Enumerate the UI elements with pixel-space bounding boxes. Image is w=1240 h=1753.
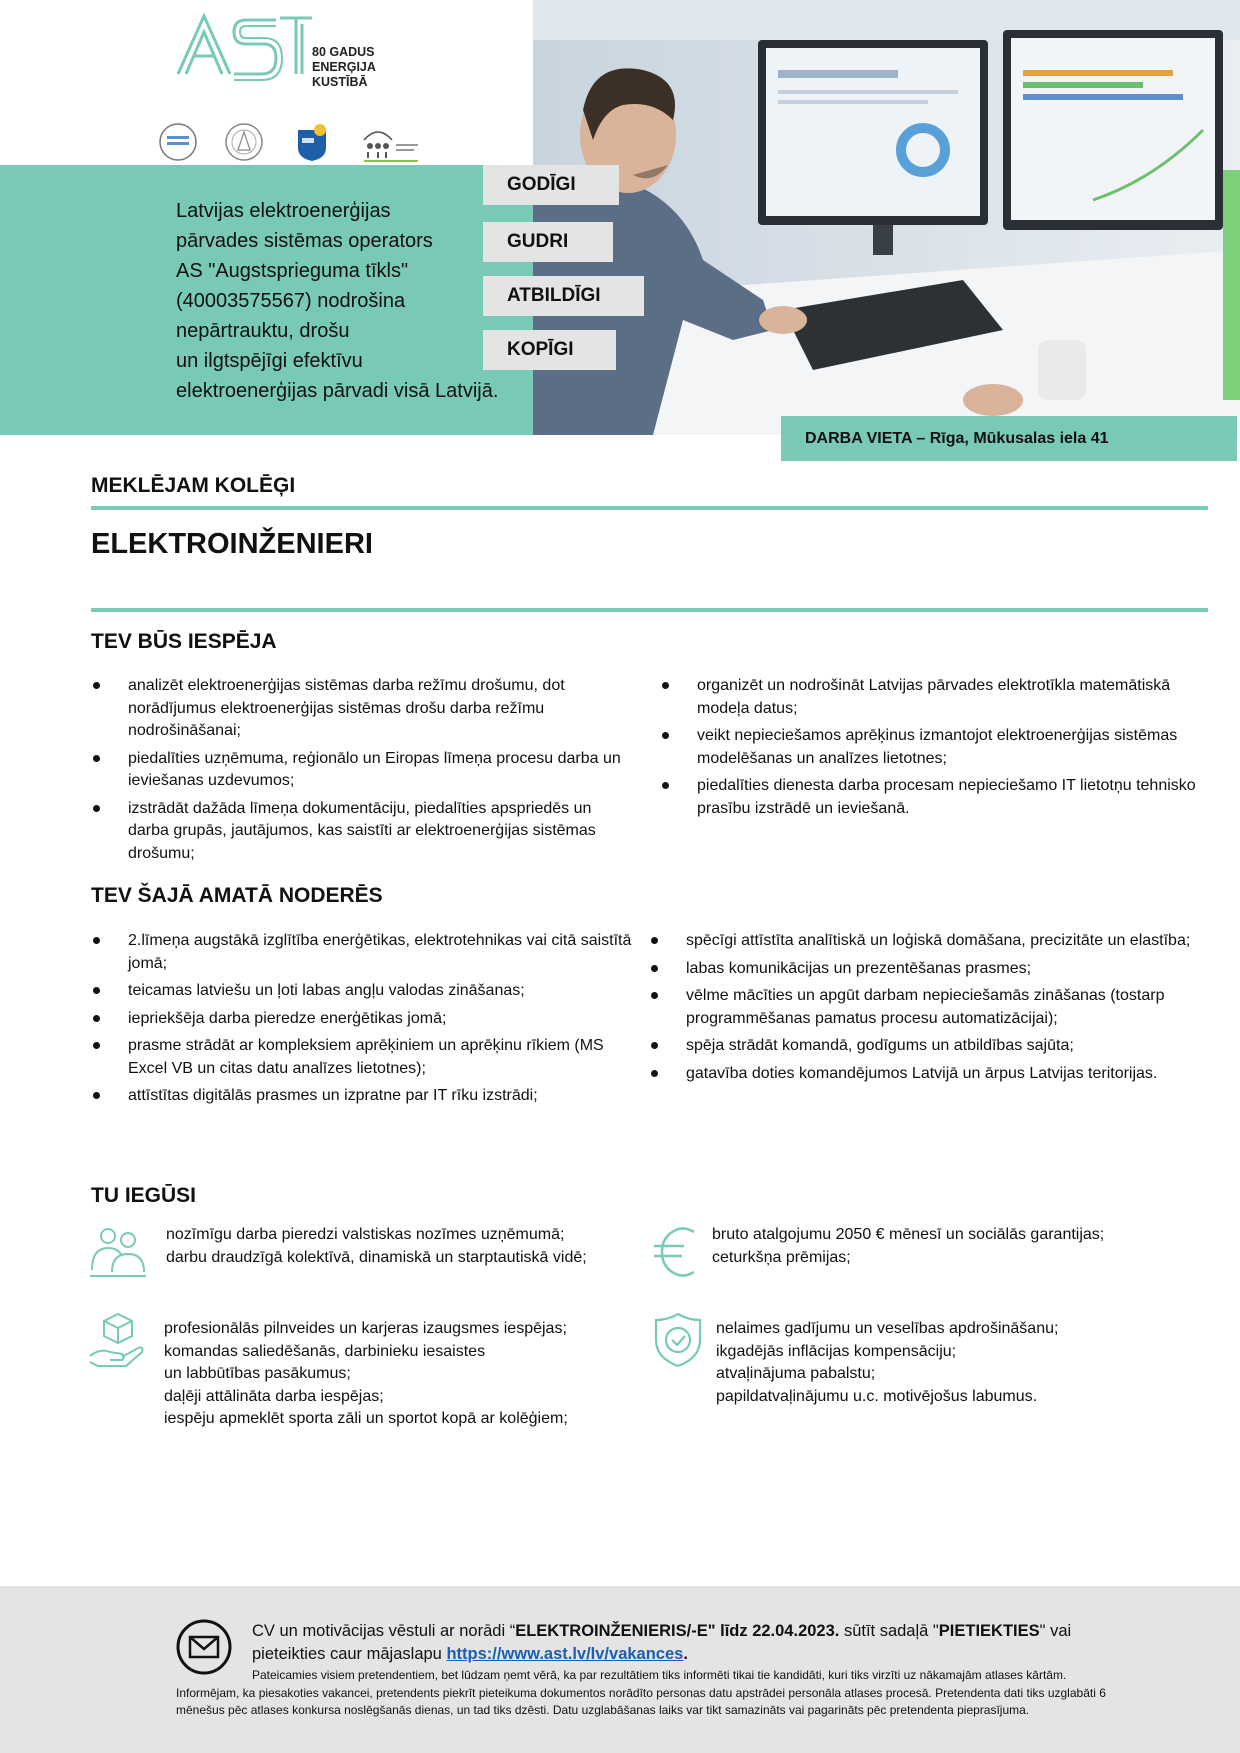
certification-badge-icon	[158, 122, 198, 162]
list-item: attīstītas digitālās prasmes un izpratne par IT rīku izstrādi;	[91, 1085, 636, 1108]
list-item: labas komunikācijas un prezentēšanas prasmes;	[649, 958, 1209, 981]
list-item: organizēt un nodrošināt Latvijas pārvades elektrotīkla matemātiskā modeļa datus;	[660, 675, 1200, 720]
job-subtitle: MEKLĒJAM KOLĒĢI	[91, 474, 296, 497]
benefit-text: bruto atalgojumu 2050 € mēnesī un sociālās garantijas; ceturkšņa prēmijas;	[712, 1226, 1105, 1266]
family-friendly-badge-icon	[360, 122, 422, 162]
list-item: izstrādāt dažāda līmeņa dokumentāciju, piedalīties apspriedēs un darba grupās, jautājumos, kas saistīti ar elektroenerģijas sistēmas drošumu;	[91, 798, 636, 866]
workplace-banner: DARBA VIETA – Rīga, Mūkusalas iela 41	[781, 416, 1237, 461]
section-heading-benefits: TU IEGŪSI	[91, 1184, 197, 1207]
list-item: spēja strādāt komandā, godīgums un atbildības sajūta;	[649, 1035, 1209, 1058]
divider	[91, 608, 1208, 612]
requirements-list-right	[649, 930, 1209, 1090]
list-item: teicamas latviešu un ļoti labas angļu valodas zināšanas;	[91, 980, 636, 1003]
vacancies-link[interactable]: https://www.ast.lv/lv/vakances	[446, 1645, 684, 1663]
engineer-at-computer-illustration	[533, 0, 1240, 435]
office-photo	[533, 0, 1240, 435]
list-item: analizēt elektroenerģijas sistēmas darba režīmu drošumu, dot norādījumus elektroenerģijas sistēmas drošu darba režīmu nodrošināšanai;	[91, 675, 636, 743]
benefit-text: nelaimes gadījumu un veselības apdrošināšanu; ikgadējās inflācijas kompensāciju; atvaļinājuma pabalstu; papildatvaļinājumu u.c. motivējošus labumus.	[716, 1320, 1059, 1405]
company-intro: Latvijas elektroenerģijas pārvades sistēmas operators AS "Augstsprieguma tīkls" (40003575567) nodrošina nepārtrauktu, drošu un ilgtspējīgi efektīvu elektroenerģijas pārvadi visā Latvijā.	[176, 200, 499, 402]
position-code: ELEKTROINŽENIERIS/-E" līdz 22.04.2023.	[515, 1622, 840, 1640]
divider	[91, 506, 1208, 510]
list-item: veikt nepieciešamos aprēķinus izmantojot elektroenerģijas sistēmas modelēšanas un analīzes lietotnes;	[660, 725, 1200, 770]
opportunity-list-right	[660, 675, 1200, 825]
job-title: ELEKTROINŽENIERI	[91, 528, 373, 560]
list-item: piedalīties uzņēmuma, reģionālo un Eiropas līmeņa procesu darba un ieviešanas uzdevumos;	[91, 748, 636, 793]
application-instructions: CV un motivācijas vēstuli ar norādi “ELEKTROINŽENIERIS/-E" līdz 22.04.2023. sūtīt sadaļā "PIETIEKTIES" vai pieteikties caur mājaslapu https://www.ast.lv/lv/vakances.	[252, 1622, 1072, 1663]
list-item: iepriekšēja darba pieredze enerģētikas jomā;	[91, 1008, 636, 1031]
value-tag-responsible: ATBILDĪGI	[483, 276, 644, 316]
value-tag-smart: GUDRI	[483, 222, 613, 262]
privacy-disclaimer: Pateicamies visiem pretendentiem, bet lūdzam ņemt vērā, ka par rezultātiem tiks informēti tikai tie kandidāti, kuri tiks virzīti uz nākamajām atlases kārtām. Informējam, ka piesakoties vakancei, pretendents piekrīt pieteikuma dokumentos norādīto personas datu apstrādei personāla atlases procesā. Pretendenta dati tiks uzglabāti 6 mēnešus pēc atlases konkursa noslēgšanās dienas, un tad tiks dzēsti. Datu uzglabāšanas laiks var tikt samazināts vai pagarināts pēc pretendenta pieprasījuma.	[176, 1668, 1106, 1717]
seal-badge-icon	[224, 122, 264, 162]
euro-icon	[648, 1222, 708, 1282]
list-item: gatavība doties komandējumos Latvijā un ārpus Latvijas teritorijas.	[649, 1063, 1209, 1086]
section-heading-opportunity: TEV BŪS IESPĒJA	[91, 630, 277, 653]
list-item: prasme strādāt ar kompleksiem aprēķiniem un aprēķinu rīkiem (MS Excel VB un citas datu analīzes lietotnes);	[91, 1035, 636, 1080]
list-item: spēcīgi attīstīta analītiskā un loģiskā domāšana, precizitāte un elastība;	[649, 930, 1209, 953]
list-item: 2.līmeņa augstākā izglītība enerģētikas, elektrotehnikas vai citā saistītā jomā;	[91, 930, 636, 975]
requirements-list-left	[91, 930, 636, 1113]
shield-check-icon	[648, 1310, 708, 1370]
benefit-text: nozīmīgu darba pieredzi valstiskas nozīmes uzņēmumā; darbu draudzīgā kolektīvā, dinamiskā un starptautiskā vidē;	[166, 1226, 587, 1266]
value-tag-together: KOPĪGI	[483, 330, 616, 370]
value-tag-honest: GODĪGI	[483, 165, 619, 205]
logo-tagline: 80 GADUS ENERĢIJA KUSTĪBĀ	[312, 45, 376, 89]
benefit-text: profesionālās pilnveides un karjeras izaugsmes iespējas; komandas saliedēšanās, darbinieku iesaistes un labbūtības pasākumus; daļēji attālināta darba iespējas; iespēju apmeklēt sporta zāli un sportot kopā ar kolēģiem;	[164, 1320, 568, 1427]
team-icon	[88, 1222, 148, 1282]
list-item: piedalīties dienesta darba procesam nepieciešamo IT lietotņu tehnisko prasību izstrādē un ieviešanā.	[660, 775, 1200, 820]
apply-section-name: PIETIEKTIES	[938, 1622, 1040, 1640]
hand-box-icon	[88, 1310, 148, 1370]
ast-logo-icon	[176, 12, 416, 82]
top-employer-badge-icon	[292, 122, 332, 162]
list-item: vēlme mācīties un apgūt darbam nepieciešamās zināšanas (tostarp programmēšanas pamatus procesu automatizācijai);	[649, 985, 1209, 1030]
opportunity-list-left	[91, 675, 636, 870]
section-heading-requirements: TEV ŠAJĀ AMATĀ NODERĒS	[91, 884, 383, 907]
